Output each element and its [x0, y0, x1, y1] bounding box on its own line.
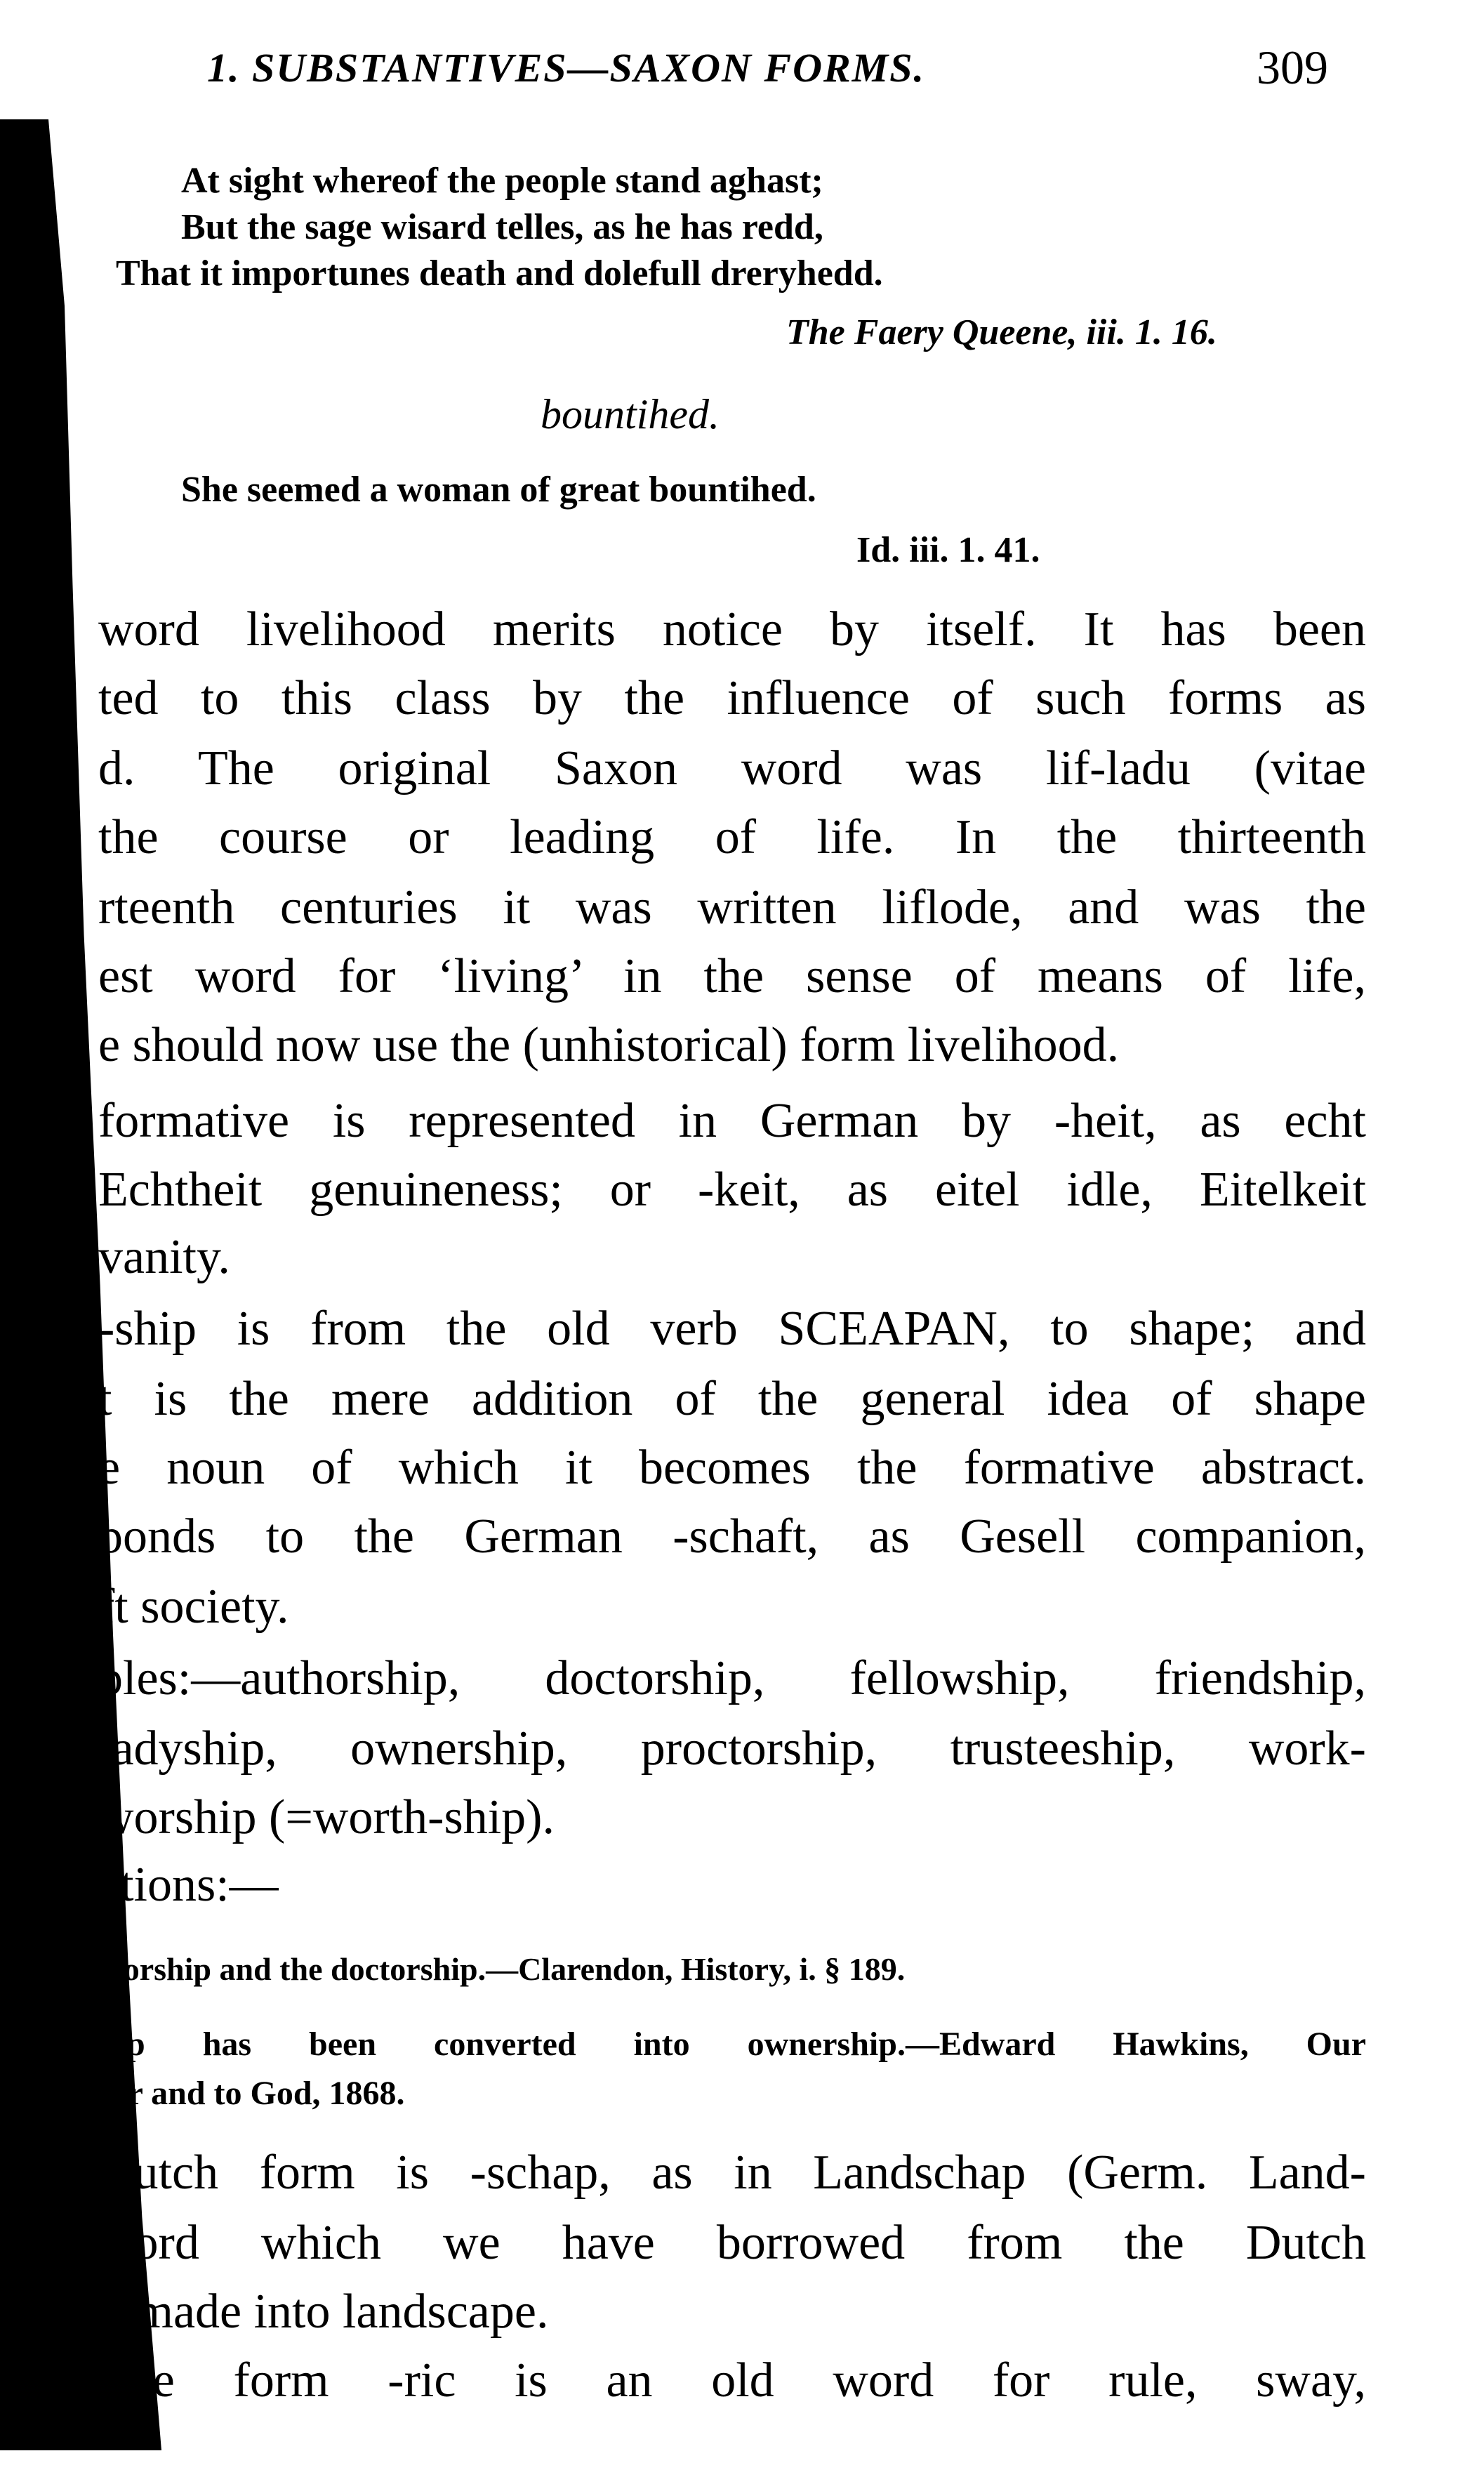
quotation: ctorship and the doctorship.—Clarendon, History, i. § 189.: [98, 1951, 906, 1987]
verse-citation: The Faery Queene, iii. 1. 16.: [786, 312, 1217, 352]
entry-heading: bountihed.: [541, 391, 720, 437]
body-line: formative is represented in German by -heit, as echt: [98, 1094, 1366, 1148]
body-line: t is the mere addition of the general idea of shape: [98, 1372, 1366, 1426]
body-line: ponds to the German -schaft, as Gesell companion,: [98, 1510, 1366, 1564]
entry-citation: Id. iii. 1. 41.: [856, 530, 1040, 570]
body-line: ations:—: [98, 1858, 279, 1912]
body-line: d. The original Saxon word was lif-ladu (vitae: [98, 741, 1366, 795]
page-number: 309: [1257, 41, 1328, 94]
body-line: Dutch form is -schap, as in Landschap (Germ. Land-: [98, 2146, 1366, 2200]
body-line: ladyship, ownership, proctorship, trusteeship, work-: [98, 1722, 1366, 1776]
verse-line: That it importunes death and dolefull dreryhedd.: [116, 253, 883, 293]
body-line: est word for ‘living’ in the sense of means of life,: [98, 949, 1366, 1003]
body-line: e should now use the (unhistorical) form livelihood.: [98, 1018, 1120, 1072]
entry-quote: She seemed a woman of great bountihed.: [181, 470, 816, 510]
quotation: hip has been converted into ownership.—Edward Hawkins, Our: [98, 2026, 1366, 2063]
verse-line: At sight whereof the people stand aghast;: [181, 161, 823, 201]
body-line: worship (=worth-ship).: [98, 1790, 555, 1844]
body-line: the course or leading of life. In the thirteenth: [98, 810, 1366, 864]
verse-line: But the sage wisard telles, as he has redd,: [181, 207, 823, 247]
quotation: sar and to God, 1868.: [98, 2075, 405, 2112]
body-line: rteenth centuries it was written liflode, and was the: [98, 880, 1366, 934]
body-line: d made into landscape.: [98, 2285, 549, 2339]
body-line: ft society.: [98, 1580, 289, 1634]
body-line: ted to this class by the influence of such forms as: [98, 671, 1366, 725]
running-header: 1. SUBSTANTIVES—SAXON FORMS.: [207, 45, 925, 91]
body-line: The form -ric is an old word for rule, sway,: [98, 2353, 1366, 2407]
body-line: ples:—authorship, doctorship, fellowship, friendship,: [98, 1651, 1366, 1705]
body-line: vanity.: [98, 1230, 230, 1284]
body-line: Echtheit genuineness; or -keit, as eitel idle, Eitelkeit: [98, 1163, 1366, 1217]
body-line: e noun of which it becomes the formative abstract.: [98, 1441, 1366, 1495]
body-line: word livelihood merits notice by itself. It has been: [98, 602, 1366, 656]
body-line: -ship is from the old verb SCEAPAN, to shape; and: [98, 1302, 1366, 1356]
body-line: word which we have borrowed from the Dutch: [98, 2216, 1366, 2270]
